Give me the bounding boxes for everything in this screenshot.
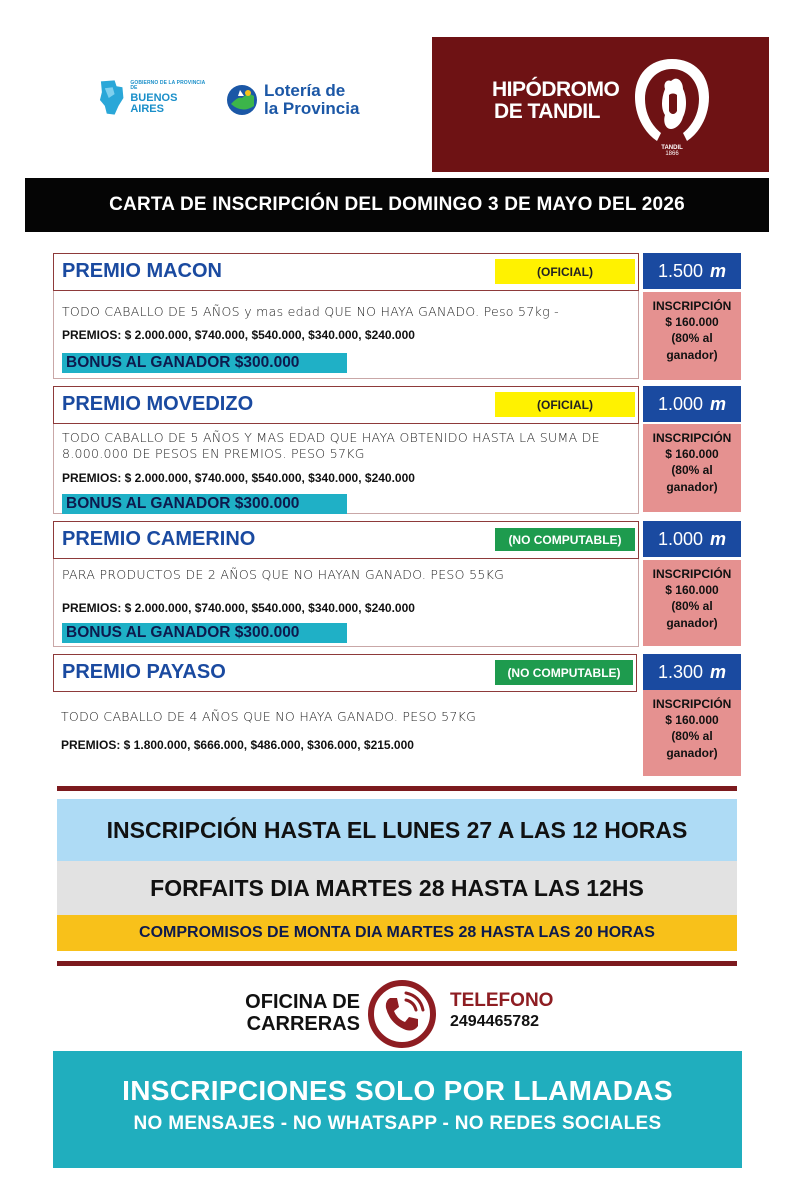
race-header-movedizo <box>53 386 639 424</box>
race-header-macon <box>53 253 639 291</box>
inscription-deadline: INSCRIPCIÓN HASTA EL LUNES 27 A LAS 12 HORAS <box>57 799 737 861</box>
inscription-line: INSCRIPCIÓN <box>652 697 732 711</box>
hipodromo-header <box>432 37 769 172</box>
distance-unit: m <box>710 393 727 414</box>
distance-value: 1.300 <box>657 661 704 682</box>
inscription-line: ganador) <box>666 615 718 630</box>
race-tag: (NO COMPUTABLE) <box>495 528 635 551</box>
inscription-line: (80% al <box>671 729 713 744</box>
race-prizes: PREMIOS: $ 1.800.000, $666.000, $486.000, $306.000, $215.000 <box>61 738 414 752</box>
race-description: TODO CABALLO DE 5 AÑOS Y MAS EDAD QUE HAYA OBTENIDO HASTA LA SUMA DE 8.000.000 DE PESOS EN PREMIOS. PESO 57KG <box>62 430 600 462</box>
inscription-line: $ 160.000 <box>665 315 719 330</box>
distance-value: 1.500 <box>657 260 704 281</box>
inscription-box <box>643 560 741 646</box>
buenos-aires-map-icon <box>97 78 126 118</box>
club-city: TANDIL <box>661 145 683 151</box>
hipodromo-line2: DE TANDIL <box>494 100 600 124</box>
race-name: PREMIO PAYASO <box>62 661 226 683</box>
footer-line1: INSCRIPCIONES SOLO POR LLAMADAS <box>122 1075 673 1106</box>
divider-top <box>57 786 737 791</box>
race-name: PREMIO MOVEDIZO <box>62 393 254 415</box>
race-description: TODO CABALLO DE 5 AÑOS y mas edad QUE NO HAYA GANADO. Peso 57kg - <box>62 304 559 319</box>
footer-line2: NO MENSAJES - NO WHATSAPP - NO REDES SOCIALES <box>133 1113 662 1134</box>
loteria-logo <box>226 80 366 120</box>
distance-unit: m <box>710 260 727 281</box>
club-year: 1866 <box>665 151 679 155</box>
phone-icon <box>366 978 438 1050</box>
phone-label: TELEFONO <box>450 990 554 1011</box>
race-body-macon <box>53 291 639 379</box>
hipodromo-line1: HIPÓDROMO <box>492 78 620 101</box>
race-prizes: PREMIOS: $ 2.000.000, $740.000, $540.000, $340.000, $240.000 <box>62 328 415 342</box>
inscription-line: (80% al <box>671 463 713 478</box>
race-tag: (OFICIAL) <box>495 259 635 284</box>
race-distance <box>643 253 741 289</box>
loteria-line2: la Provincia <box>264 99 360 118</box>
hipodromo-title <box>492 78 620 124</box>
race-body-camerino <box>53 559 639 647</box>
loteria-logo-icon <box>226 84 258 116</box>
race-header-camerino <box>53 521 639 559</box>
inscription-line: ganador) <box>666 479 718 494</box>
inscription-line: $ 160.000 <box>665 447 719 462</box>
inscription-line: (80% al <box>671 331 713 346</box>
race-description: PARA PRODUCTOS DE 2 AÑOS QUE NO HAYAN GANADO. PESO 55KG <box>62 567 505 582</box>
distance-unit: m <box>710 661 727 682</box>
distance-value: 1.000 <box>657 528 704 549</box>
race-tag: (OFICIAL) <box>495 392 635 417</box>
race-name: PREMIO CAMERINO <box>62 528 256 550</box>
gba-small-text: GOBIERNO DE LA PROVINCIA DE <box>130 80 206 91</box>
office-line1: OFICINA DE <box>245 991 360 1013</box>
gba-logo <box>97 77 212 119</box>
office-line2: CARRERAS <box>246 1013 360 1035</box>
club-hipico-horse-badge <box>627 55 717 155</box>
race-distance <box>643 386 741 422</box>
forfaits-deadline: FORFAITS DIA MARTES 28 HASTA LAS 12HS <box>57 861 737 915</box>
race-body-payaso <box>53 692 639 778</box>
bonus-banner: BONUS AL GANADOR $300.000 <box>62 623 347 643</box>
race-prizes: PREMIOS: $ 2.000.000, $740.000, $540.000, $340.000, $240.000 <box>62 471 415 485</box>
inscription-box <box>643 690 741 776</box>
inscription-line: $ 160.000 <box>665 713 719 728</box>
inscription-line: INSCRIPCIÓN <box>652 567 732 581</box>
race-name: PREMIO MACON <box>62 260 222 282</box>
bonus-banner: BONUS AL GANADOR $300.000 <box>62 353 347 373</box>
race-prizes: PREMIOS: $ 2.000.000, $740.000, $540.000, $340.000, $240.000 <box>62 601 415 615</box>
gba-big-text: BUENOS AIRES <box>130 92 178 115</box>
inscription-line: ganador) <box>666 745 718 760</box>
compromisos-deadline: COMPROMISOS DE MONTA DIA MARTES 28 HASTA LAS 20 HORAS <box>57 915 737 951</box>
race-header-payaso <box>53 654 637 692</box>
inscription-line: INSCRIPCIÓN <box>652 431 732 445</box>
phone-number[interactable]: 2494465782 <box>450 1013 539 1030</box>
inscription-box <box>643 424 741 512</box>
bonus-banner: BONUS AL GANADOR $300.000 <box>62 494 347 514</box>
inscription-line: (80% al <box>671 599 713 614</box>
distance-unit: m <box>710 528 727 549</box>
footer-banner <box>53 1051 742 1168</box>
race-tag: (NO COMPUTABLE) <box>495 660 633 685</box>
race-distance <box>643 654 741 690</box>
inscription-line: $ 160.000 <box>665 583 719 598</box>
race-body-movedizo <box>53 424 639 514</box>
loteria-line1: Lotería de <box>264 81 346 101</box>
race-distance <box>643 521 741 557</box>
inscription-line: INSCRIPCIÓN <box>652 299 732 313</box>
race-description: TODO CABALLO DE 4 AÑOS QUE NO HAYA GANADO. PESO 57KG <box>61 709 477 724</box>
page-title: CARTA DE INSCRIPCIÓN DEL DOMINGO 3 DE MAYO DEL 2026 <box>25 178 769 232</box>
office-label <box>210 991 360 1035</box>
inscription-line: ganador) <box>666 347 718 362</box>
distance-value: 1.000 <box>657 393 704 414</box>
inscription-box <box>643 292 741 380</box>
divider-bottom <box>57 961 737 966</box>
